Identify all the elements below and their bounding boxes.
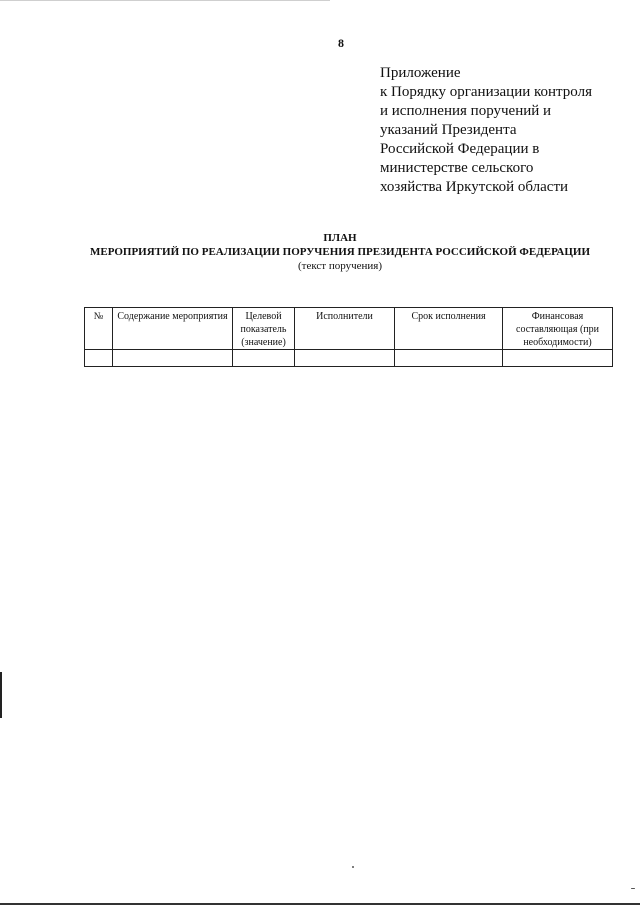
table-row <box>85 350 613 367</box>
table-header-row <box>85 308 613 350</box>
page-number: 8 <box>338 36 344 50</box>
appendix-line: Приложение <box>380 65 461 81</box>
table-cell <box>295 350 395 367</box>
column-header-deadline: Срок исполнения <box>395 308 503 350</box>
plan-table <box>84 307 613 367</box>
table-cell <box>395 350 503 367</box>
plan-subtitle: МЕРОПРИЯТИЙ ПО РЕАЛИЗАЦИИ ПОРУЧЕНИЯ ПРЕЗИДЕНТА РОССИЙСКОЙ ФЕДЕРАЦИИ <box>89 246 591 258</box>
scan-speck <box>352 866 354 868</box>
appendix-line: министерстве сельского <box>380 160 534 176</box>
table-cell <box>233 350 295 367</box>
column-header-finance: Финансовая составляющая (при необходимости) <box>503 308 613 350</box>
appendix-block <box>380 64 630 197</box>
appendix-line: и исполнения поручений и <box>380 103 552 119</box>
appendix-line: хозяйства Иркутской области <box>380 179 569 195</box>
appendix-line: указаний Президента <box>380 122 517 138</box>
scan-edge-top <box>0 0 330 1</box>
column-header-executors: Исполнители <box>295 308 395 350</box>
scan-speck <box>631 888 635 889</box>
scan-edge-left <box>0 672 2 718</box>
plan-note: (текст поручения) <box>297 260 382 272</box>
table-cell <box>503 350 613 367</box>
column-header-content: Содержание мероприятия <box>113 308 233 350</box>
appendix-line: Российской Федерации в <box>380 141 540 157</box>
plan-title: ПЛАН <box>323 232 357 244</box>
table-cell <box>85 350 113 367</box>
plan-heading <box>0 231 640 259</box>
appendix-line: к Порядку организации контроля <box>380 84 592 100</box>
column-header-target: Целевой показатель (значение) <box>233 308 295 350</box>
table-cell <box>113 350 233 367</box>
column-header-number: № <box>85 308 113 350</box>
